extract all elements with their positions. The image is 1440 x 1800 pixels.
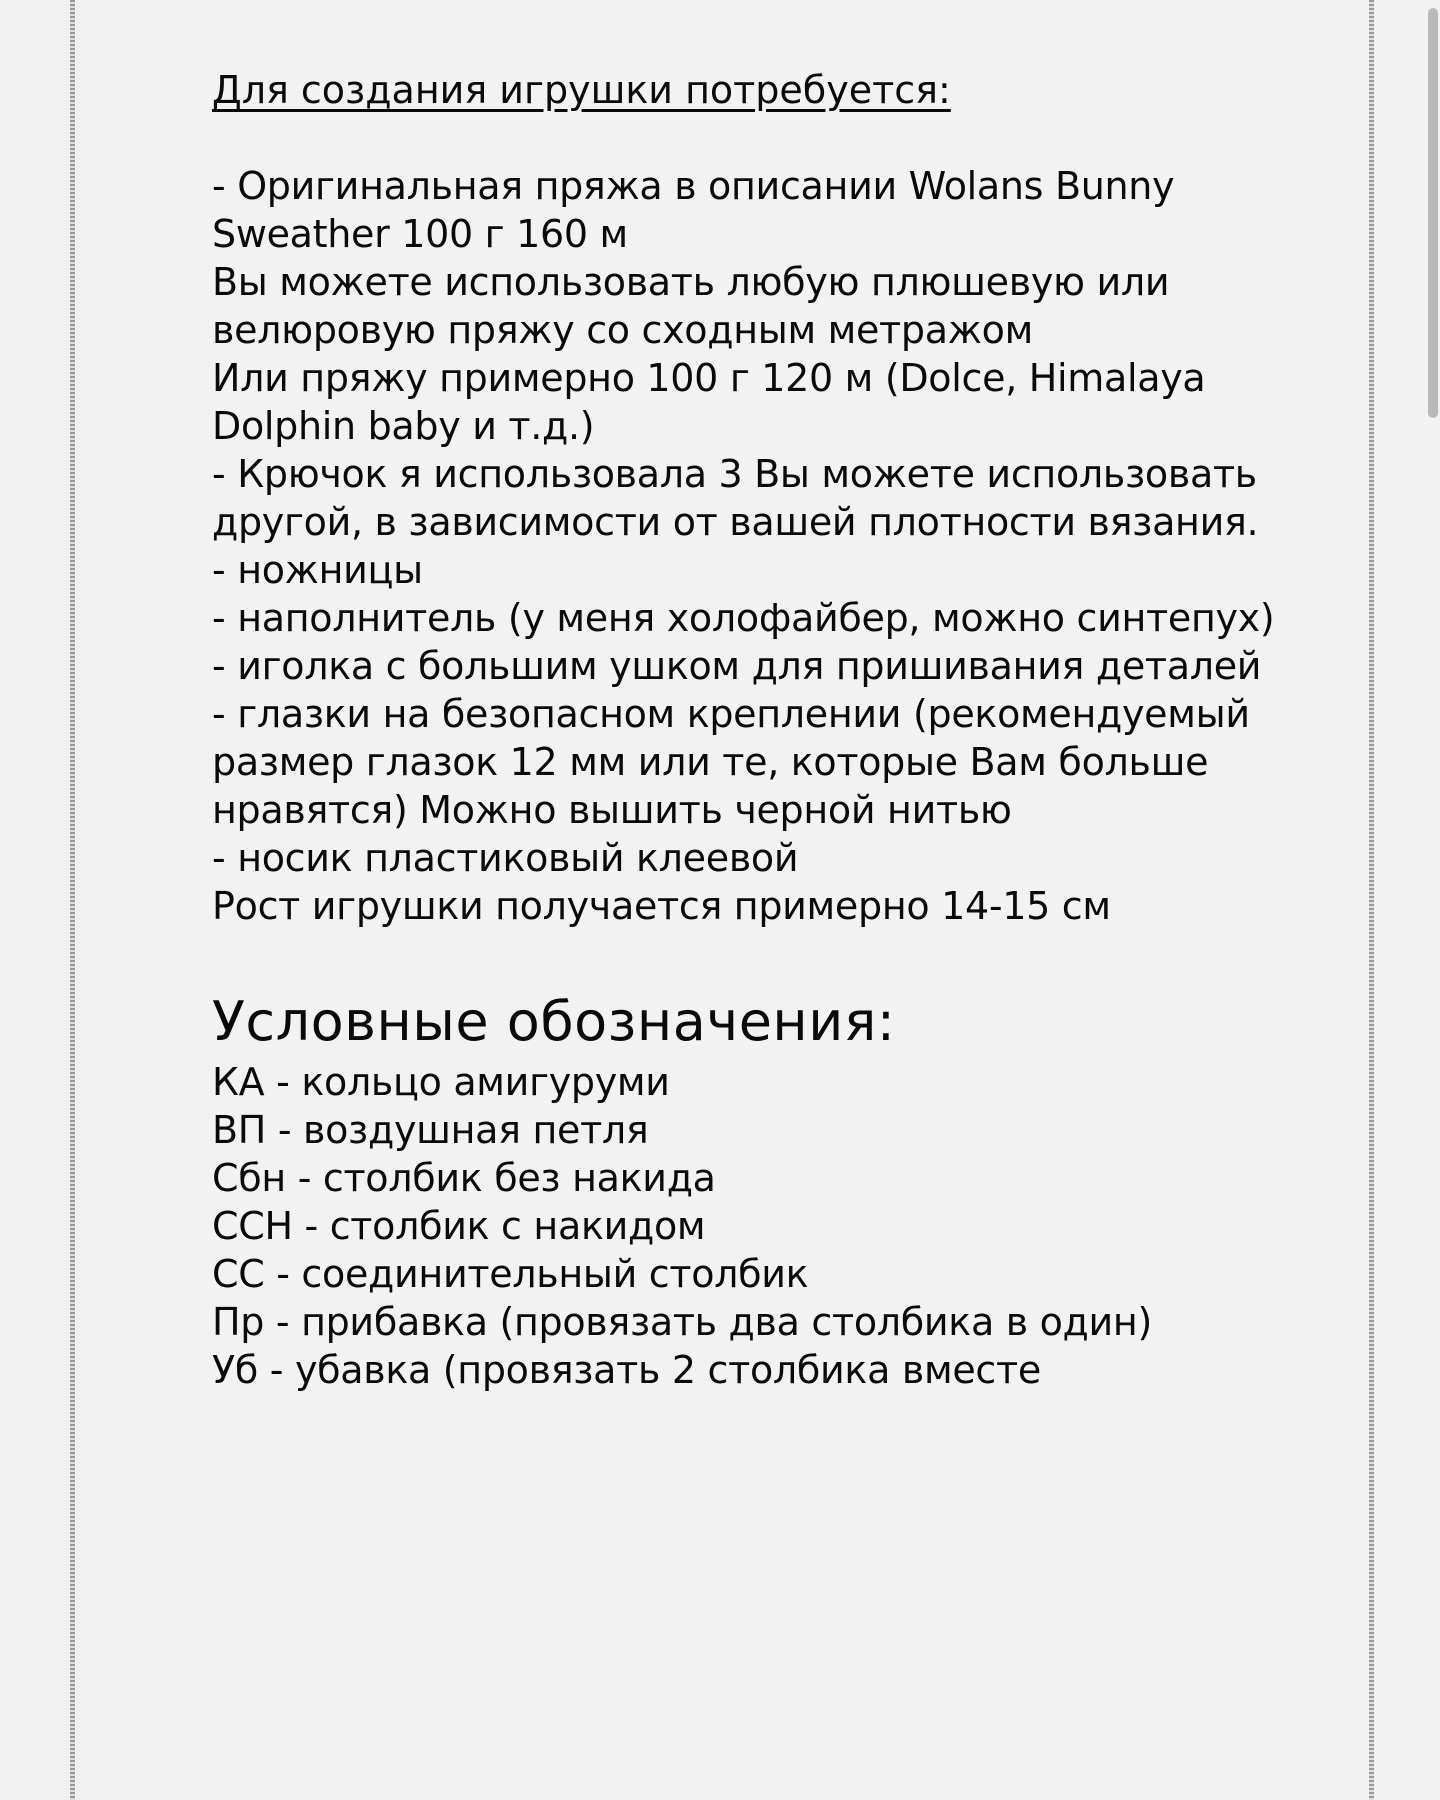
materials-line: Или пряжу примерно 100 г 120 м (Dolce, Himalaya	[212, 356, 1206, 400]
materials-line: размер глазок 12 мм или те, которые Вам больше	[212, 740, 1209, 784]
materials-line: Dolphin baby и т.д.)	[212, 404, 595, 448]
legend-item: ССН - столбик с накидом	[212, 1204, 706, 1248]
legend-item: Сбн - столбик без накида	[212, 1156, 716, 1200]
materials-line: - Крючок я использовала 3 Вы можете использовать	[212, 452, 1257, 496]
materials-line: - Оригинальная пряжа в описании Wolans Bunny	[212, 164, 1175, 208]
left-page-border	[70, 0, 75, 1800]
materials-heading: Для создания игрушки потребуется:	[212, 68, 951, 112]
materials-line: - иголка с большим ушком для пришивания деталей	[212, 644, 1262, 688]
materials-line: велюровую пряжу со сходным метражом	[212, 308, 1033, 352]
materials-line: - глазки на безопасном креплении (рекомендуемый	[212, 692, 1250, 736]
scrollbar-thumb[interactable]	[1428, 8, 1438, 418]
legend-item: КА - кольцо амигуруми	[212, 1060, 670, 1104]
document-content	[212, 66, 1292, 1394]
materials-line: Вы можете использовать любую плюшевую или	[212, 260, 1170, 304]
materials-line: нравятся) Можно вышить черной нитью	[212, 788, 1012, 832]
materials-line: другой, в зависимости от вашей плотности вязания.	[212, 500, 1259, 544]
materials-line: - наполнитель (у меня холофайбер, можно синтепух)	[212, 596, 1275, 640]
legend-item: СС - соединительный столбик	[212, 1252, 809, 1296]
materials-line: Рост игрушки получается примерно 14-15 см	[212, 884, 1111, 928]
materials-line: - носик пластиковый клеевой	[212, 836, 799, 880]
materials-list	[212, 162, 1292, 930]
legend-item: Пр - прибавка (провязать два столбика в один)	[212, 1300, 1152, 1344]
legend-title: Условные обозначения:	[212, 990, 896, 1053]
legend-item: Уб - убавка (провязать 2 столбика вместе	[212, 1348, 1041, 1392]
materials-line: - ножницы	[212, 548, 423, 592]
materials-line: Sweather 100 г 160 м	[212, 212, 628, 256]
right-page-border	[1369, 0, 1374, 1800]
legend-item: ВП - воздушная петля	[212, 1108, 649, 1152]
legend-list	[212, 1058, 1292, 1394]
